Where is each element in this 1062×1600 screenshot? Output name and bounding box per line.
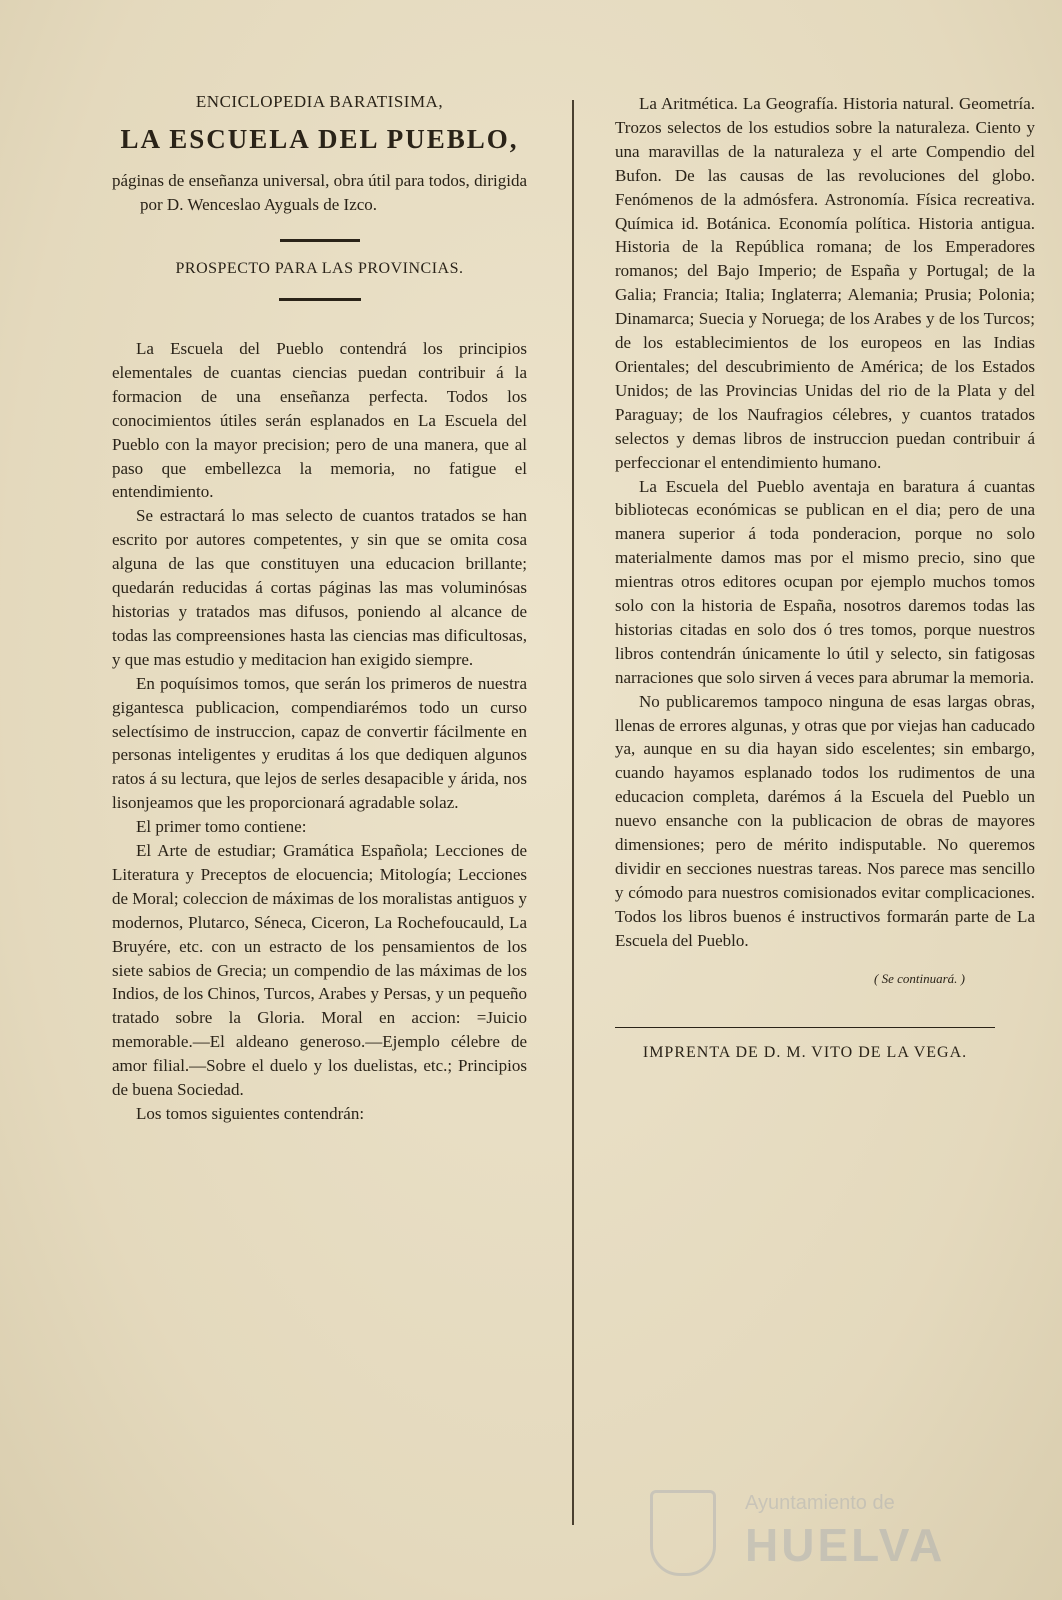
body-paragraph: Los tomos siguientes contendrán: (136, 1104, 365, 1123)
enciclopedia-heading: ENCICLOPEDIA BARATISIMA, (195, 92, 444, 111)
imprenta-line: IMPRENTA DE D. M. VITO DE LA VEGA. (642, 1044, 968, 1062)
main-title: LA ESCUELA DEL PUEBLO, (120, 124, 519, 154)
separator-rule (280, 239, 360, 242)
footer-rule (615, 1027, 995, 1029)
body-paragraph: La Escuela del Pueblo contendrá los principios elementales de cuantas ciencias puedan contribuir á la formacion de una enseñanza perfecta. Todos los conocimientos útiles serán esplanados en La Escuela del Pueblo con la mayor precision; pero de una manera, que al paso que embellezca la memoria, no fatigue el entendimiento. (112, 339, 527, 502)
prospecto-heading: PROSPECTO PARA LAS PROVINCIAS. (175, 260, 464, 277)
body-paragraph: La Escuela del Pueblo aventaja en baratura á cuantas bibliotecas económicas se publican en el dia; pero de una manera superior á toda ponderacion, porque no solo materialmente damos mas por el mismo precio, sino que mientras otros editores ocupan por ejemplo muchos tomos solo con la historia de España, nosotros daremos todas las historias citadas en solo dos ó tres tomos, porque nuestros libros contendrán únicamente lo útil y selecto, sin fatigosas narraciones que solo sirven á veces para abrumar la memoria. (615, 476, 1035, 687)
separator-rule (279, 298, 361, 301)
column-divider (572, 100, 574, 1525)
body-paragraph: En poquísimos tomos, que serán los primeros de nuestra gigantesca publicacion, compendiarémos todo un curso selectísimo de instruccion, capaz de convertir fácilmente en personas inteligentes y eruditas á los que dediquen algunos ratos á su lectura, que lejos de serles desapacible y árida, nos lisonjeamos que les proporcionará agradable solaz. (112, 673, 527, 813)
body-paragraph: No publicaremos tampoco ninguna de esas largas obras, llenas de errores algunas, y otras que por viejas han caducado ya, aunque en su dia hayan sido escelentes; sin embargo, cuando hayamos esplanado todos los rudimentos de una educacion completa, darémos á la Escuela del Pueblo un nuevo ensanche con la publicacion de obras de mayores dimensiones; pero de mérito indisputable. No queremos dividir en secciones nuestras tareas. Nos parece mas sencillo y cómodo para nuestros comisionados evitar complicaciones. Todos los libros buenos é instructivos formarán parte de La Escuela del Pueblo. (615, 691, 1035, 950)
watermark-line1: Ayuntamiento de (745, 1492, 895, 1514)
right-column (615, 92, 1035, 1062)
body-paragraph: El primer tomo contiene: (136, 817, 307, 837)
body-paragraph: El Arte de estudiar; Gramática Española; Lecciones de Literatura y Preceptos de elocuencia; Mitología; Lecciones de Moral; coleccion de máximas de los moralistas antiguos y modernos, Plutarco, Séneca, Ciceron, La Rochefoucauld, La Bruyére, etc. con un estracto de los pensamientos de los siete sabios de Grecia; un compendio de las máximas de los Indios, de los Chinos, Turcos, Arabes y Persas, y un pequeño tratado sobre la Gloria. Moral en accion: =Juicio memorable.—El aldeano generoso.—Ejemplo célebre de amor filial.—Sobre el duelo y los duelistas, etc.; Principios de buena Sociedad. (112, 841, 527, 1100)
continuara-note: ( Se continuará. ) (874, 970, 965, 986)
watermark (650, 1490, 980, 1580)
watermark-line2: HUELVA (745, 1519, 946, 1571)
coat-of-arms-icon (650, 1490, 716, 1576)
body-paragraph: La Aritmética. La Geografía. Historia natural. Geometría. Trozos selectos de los estudios sobre la naturaleza. Ciento y una maravillas de la naturaleza y el arte Compendio del Bufon. De las causas de las revoluciones del globo. Fenómenos de la admósfera. Astronomía. Física recreativa. Química id. Botánica. Economía política. Historia antigua. Historia de la República romana; de los Emperadores romanos; del Bajo Imperio; de España y Portugal; de la Galia; Francia; Italia; Inglaterra; Alemania; Prusia; Polonia; Dinamarca; Suecia y Noruega; de los Arabes y de los Turcos; de los establecimientos de los europeos en las Indias Orientales; del descubrimiento de América; de los Estados Unidos; de las Provincias Unidas del rio de la Plata y del Paraguay; de los Naufragios célebres, y cuantos tratados selectos y demas libros de instruccion puedan contribuir á perfeccionar el entendimiento humano. (615, 94, 1035, 472)
subtitle: páginas de enseñanza universal, obra útil para todos, dirigida por D. Wenceslao Ayguals de Izco. (112, 171, 527, 214)
body-paragraph: Se estractará lo mas selecto de cuantos tratados se han escrito por autores competentes, y sin que se omita cosa alguna de las que constituyen una educacion brillante; quedarán reducidas á cortas páginas las mas voluminósas historias y tratados mas difusos, poniendo al alcance de todas las compreensiones hasta las ciencias mas dificultosas, y que mas estudio y meditacion han exigido siempre. (112, 506, 527, 669)
left-column (112, 92, 527, 1126)
